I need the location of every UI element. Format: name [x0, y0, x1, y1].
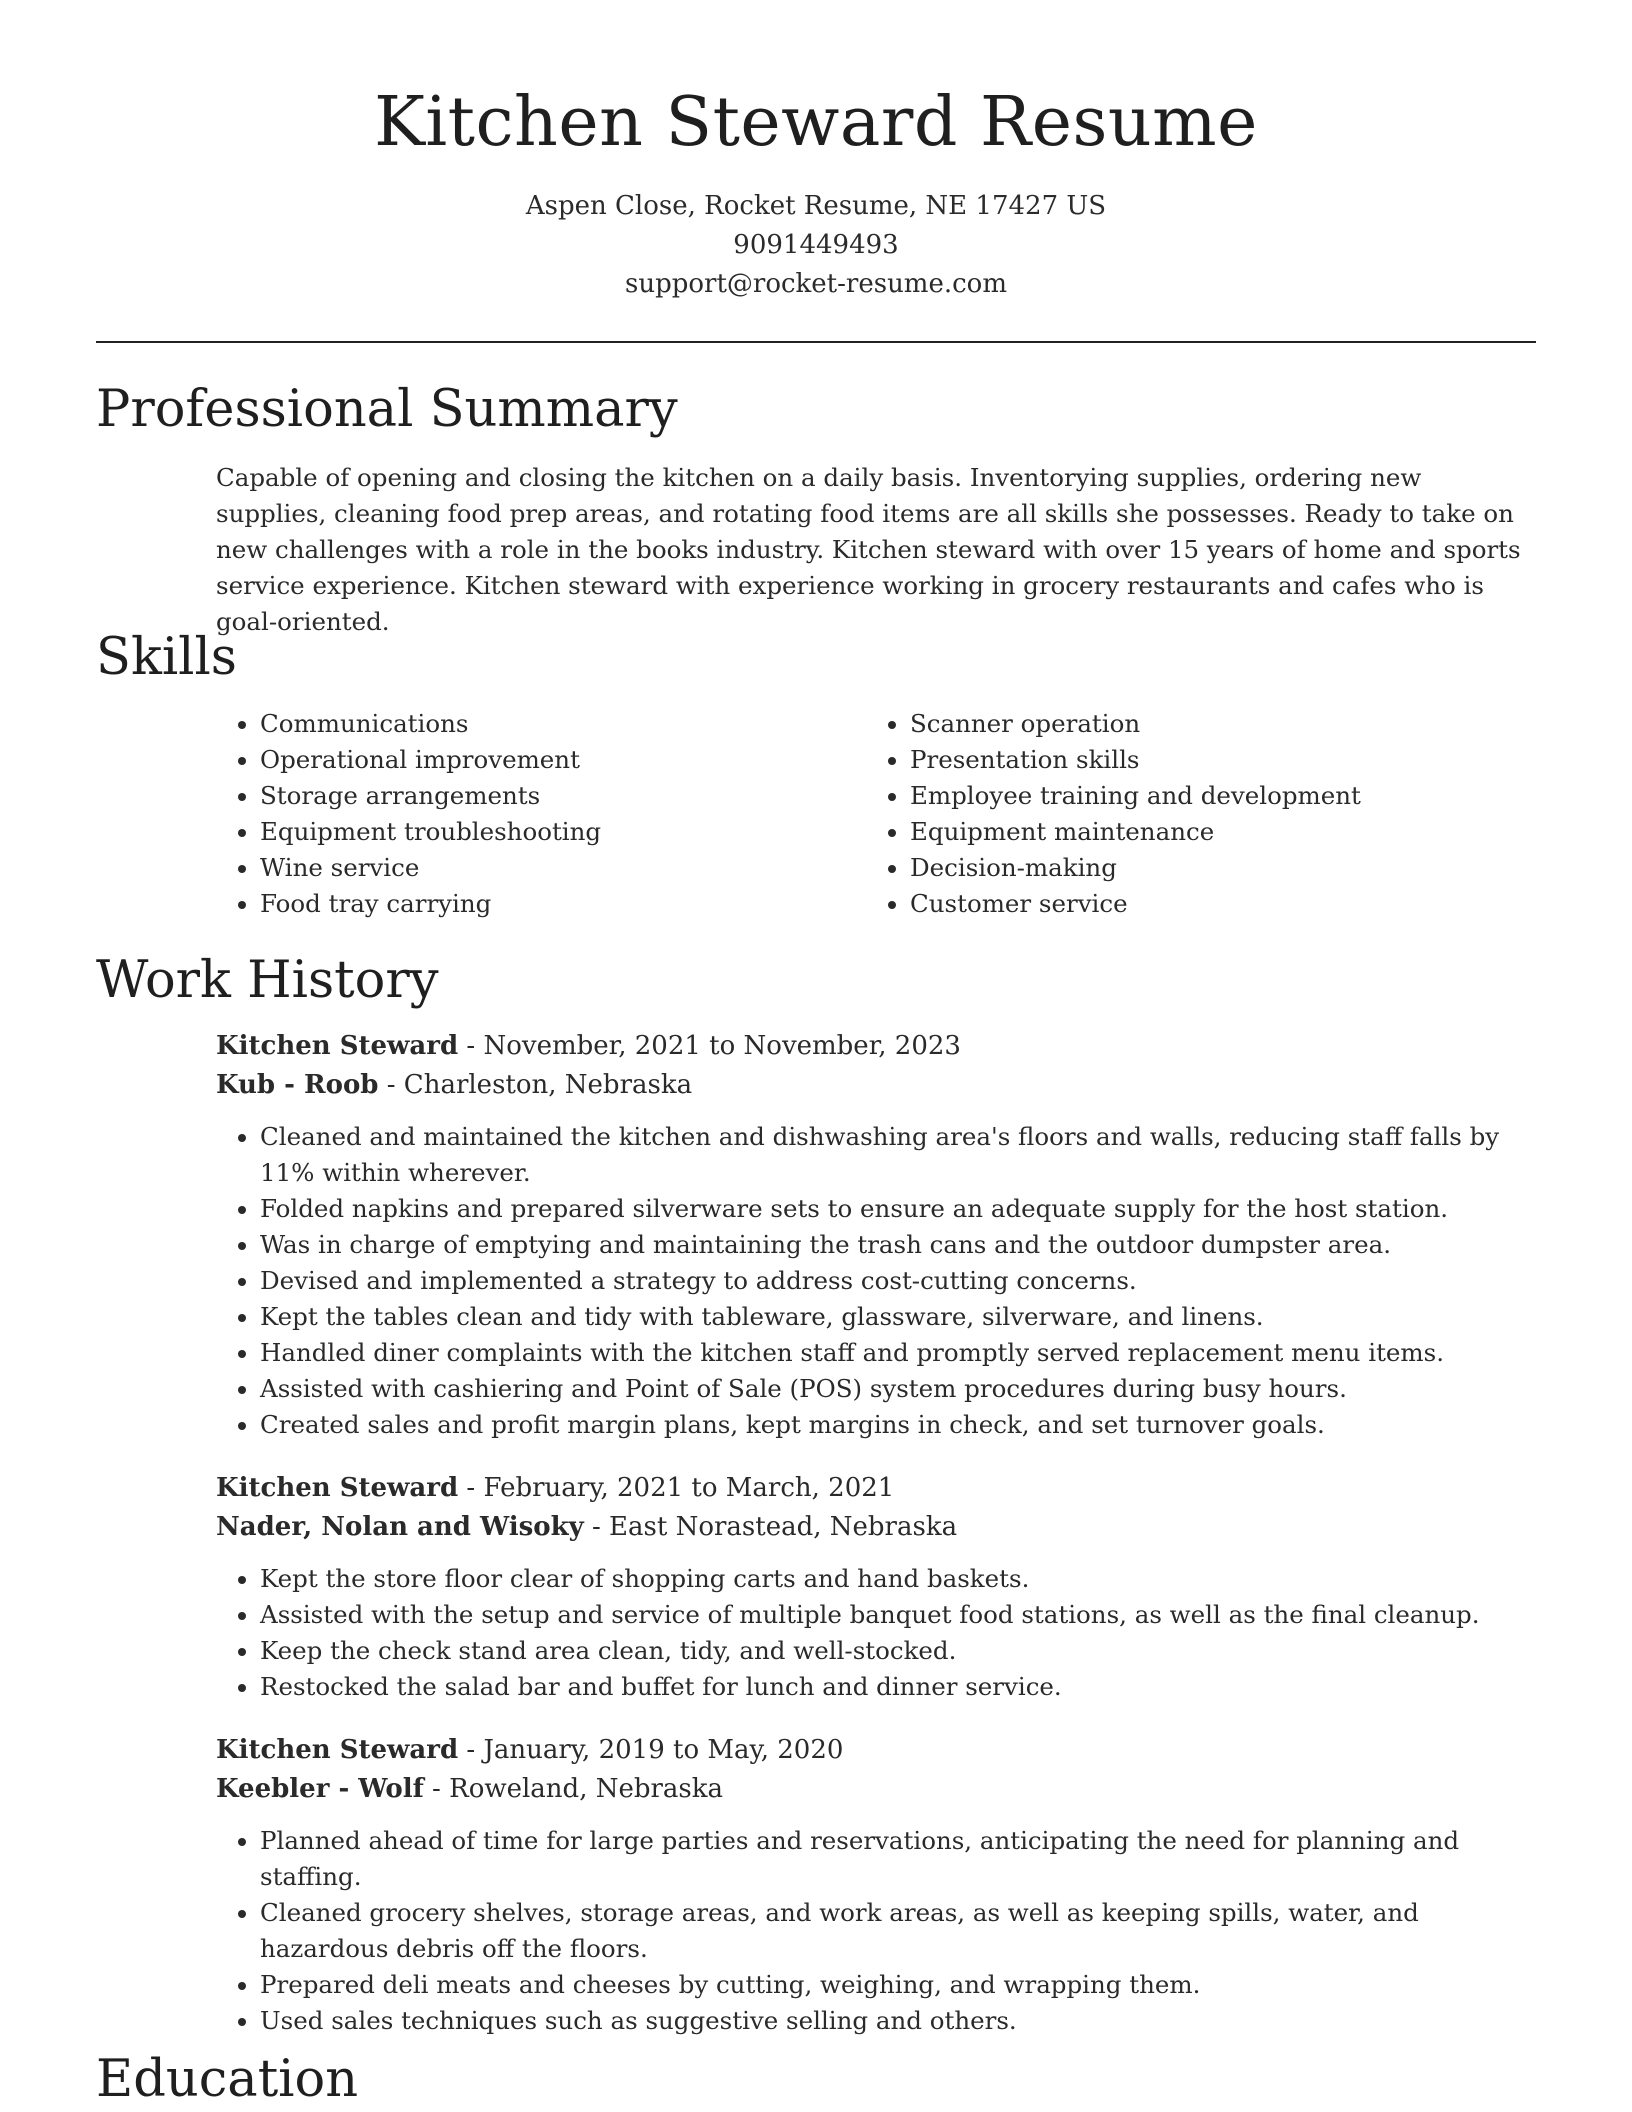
skill-item: • Equipment troubleshooting — [260, 814, 866, 850]
skills-list-right — [866, 706, 1516, 922]
skill-item: • Operational improvement — [260, 742, 866, 778]
job-bullet: • Kept the store floor clear of shopping carts and hand baskets. — [260, 1561, 1536, 1597]
contact-address: Aspen Close, Rocket Resume, NE 17427 US — [525, 190, 1107, 221]
job-company: Keebler - Wolf — [216, 1774, 424, 1805]
skill-item: • Food tray carrying — [260, 886, 866, 922]
skill-item: • Storage arrangements — [260, 778, 866, 814]
job-company: Kub - Roob — [216, 1070, 379, 1101]
header-divider — [96, 341, 1536, 343]
skills-section — [96, 630, 1536, 922]
job-entry — [216, 1027, 1536, 1443]
job-bullet: • Folded napkins and prepared silverware sets to ensure an adequate supply for the host station. — [260, 1191, 1536, 1227]
job-dates: - February, 2021 to March, 2021 — [458, 1473, 895, 1504]
job-bullet: • Created sales and profit margin plans, kept margins in check, and set turnover goals. — [260, 1407, 1536, 1443]
skill-item: • Employee training and development — [910, 778, 1516, 814]
job-bullet: • Kept the tables clean and tidy with tableware, glassware, silverware, and linens. — [260, 1299, 1536, 1335]
skill-item: • Equipment maintenance — [910, 814, 1516, 850]
skill-item: • Communications — [260, 706, 866, 742]
job-bullet: • Was in charge of emptying and maintaining the trash cans and the outdoor dumpster area. — [260, 1227, 1536, 1263]
skills-column-left — [216, 706, 866, 922]
skill-item: • Scanner operation — [910, 706, 1516, 742]
job-title: Kitchen Steward — [216, 1735, 459, 1766]
job-company-line — [216, 1770, 1536, 1809]
resume-title: Kitchen Steward Resume — [374, 83, 1258, 162]
summary-section — [96, 382, 1536, 640]
job-title: Kitchen Steward — [216, 1031, 459, 1062]
job-bullet: • Keep the check stand area clean, tidy, and well-stocked. — [260, 1633, 1536, 1669]
job-bullet: • Assisted with cashiering and Point of Sale (POS) system procedures during busy hours. — [260, 1371, 1536, 1407]
job-company-line — [216, 1066, 1536, 1105]
job-entry — [216, 1469, 1536, 1705]
work-history-section — [96, 953, 1536, 2039]
job-bullet: • Cleaned grocery shelves, storage areas, and work areas, as well as keeping spills, water, and hazardous debris off the floors. — [260, 1895, 1536, 1967]
contact-phone: 9091449493 — [733, 229, 899, 260]
job-location: - East Norastead, Nebraska — [583, 1512, 958, 1543]
skill-item: • Wine service — [260, 850, 866, 886]
job-bullet: • Prepared deli meats and cheeses by cutting, weighing, and wrapping them. — [260, 1967, 1536, 2003]
job-location: - Charleston, Nebraska — [378, 1070, 693, 1101]
job-title: Kitchen Steward — [216, 1473, 459, 1504]
job-dates: - November, 2021 to November, 2023 — [458, 1031, 961, 1062]
summary-text: Capable of opening and closing the kitchen on a daily basis. Inventorying supplies, ordering new supplies, cleaning food prep areas, and rotating food items are all skills she possesses. Ready to take on new challenges with a role in the books industry. Kitchen steward with over 15 years of home and sports service experience. Kitchen steward with experience working in grocery restaurants and cafes who is goal-oriented. — [216, 463, 1521, 637]
skills-list-left — [216, 706, 866, 922]
job-entry — [216, 1731, 1536, 2039]
job-bullets — [216, 1119, 1536, 1443]
contact-email: support@rocket-resume.com — [624, 268, 1007, 299]
skill-item: • Customer service — [910, 886, 1516, 922]
skill-item: • Presentation skills — [910, 742, 1516, 778]
skills-columns — [216, 706, 1536, 922]
job-title-line — [216, 1027, 1536, 1066]
job-company-line — [216, 1508, 1536, 1547]
job-bullet: • Restocked the salad bar and buffet for lunch and dinner service. — [260, 1669, 1536, 1705]
skill-item: • Decision-making — [910, 850, 1516, 886]
job-bullets — [216, 1561, 1536, 1705]
job-location: - Roweland, Nebraska — [423, 1774, 724, 1805]
job-bullet: • Assisted with the setup and service of multiple banquet food stations, as well as the final cleanup. — [260, 1597, 1536, 1633]
job-bullet: • Devised and implemented a strategy to address cost-cutting concerns. — [260, 1263, 1536, 1299]
job-bullet: • Used sales techniques such as suggestive selling and others. — [260, 2003, 1536, 2039]
job-bullet: • Handled diner complaints with the kitchen staff and promptly served replacement menu items. — [260, 1335, 1536, 1371]
skills-column-right — [866, 706, 1516, 922]
job-title-line — [216, 1469, 1536, 1508]
job-company: Nader, Nolan and Wisoky — [216, 1512, 584, 1543]
summary-heading: Professional Summary — [96, 380, 678, 439]
job-dates: - January, 2019 to May, 2020 — [458, 1735, 844, 1766]
resume-header — [0, 0, 1632, 304]
job-bullet: • Planned ahead of time for large parties and reservations, anticipating the need for planning and staffing. — [260, 1823, 1536, 1895]
education-heading: Education — [96, 2050, 359, 2109]
job-title-line — [216, 1731, 1536, 1770]
job-bullets — [216, 1823, 1536, 2039]
skills-heading: Skills — [96, 628, 237, 687]
work-history-heading: Work History — [96, 951, 439, 1010]
job-bullet: • Cleaned and maintained the kitchen and dishwashing area's floors and walls, reducing staff falls by 11% within wherever. — [260, 1119, 1536, 1191]
contact-block — [0, 187, 1632, 304]
education-section — [96, 2052, 1536, 2108]
